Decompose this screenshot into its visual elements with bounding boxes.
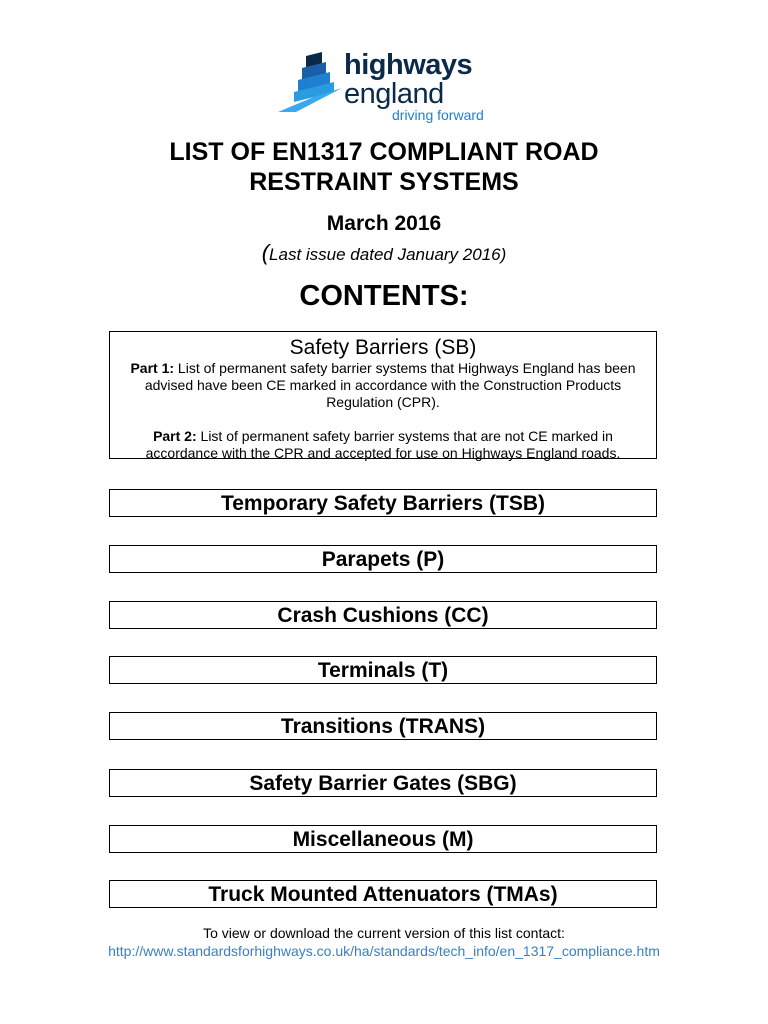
part1-description bbox=[110, 360, 656, 411]
section-temporary-safety-barriers[interactable]: Temporary Safety Barriers (TSB) bbox=[109, 489, 657, 517]
issue-date: March 2016 bbox=[326, 212, 442, 235]
section-terminals[interactable]: Terminals (T) bbox=[109, 656, 657, 684]
logo-mark-icon bbox=[276, 52, 342, 114]
page-title-line2: RESTRAINT SYSTEMS bbox=[249, 168, 519, 196]
last-issue-text: Last issue dated January 2016) bbox=[269, 245, 507, 264]
section-crash-cushions[interactable]: Crash Cushions (CC) bbox=[109, 601, 657, 629]
safety-barriers-title: Safety Barriers (SB) bbox=[289, 336, 477, 359]
part1-label: Part 1: bbox=[130, 360, 175, 376]
part1-text: List of permanent safety barrier systems that Highways England has been advised have been CE marked in accordance with the Construction Products Regulation (CPR). bbox=[144, 360, 636, 410]
safety-barriers-box[interactable] bbox=[109, 331, 657, 459]
section-parapets[interactable]: Parapets (P) bbox=[109, 545, 657, 573]
section-transitions[interactable]: Transitions (TRANS) bbox=[109, 712, 657, 740]
logo-text-highways: highways bbox=[344, 49, 473, 81]
section-truck-mounted-attenuators[interactable]: Truck Mounted Attenuators (TMAs) bbox=[109, 880, 657, 908]
page-title-line1: LIST OF EN1317 COMPLIANT ROAD bbox=[169, 138, 599, 166]
highways-england-logo bbox=[276, 50, 496, 122]
last-issue-note bbox=[0, 240, 768, 266]
part2-description bbox=[110, 428, 656, 462]
section-safety-barrier-gates[interactable]: Safety Barrier Gates (SBG) bbox=[109, 769, 657, 797]
part2-text: List of permanent safety barrier systems that are not CE marked in accordance with the CPR and accepted for use on Highways England roads. bbox=[145, 428, 621, 461]
footer-text: To view or download the current version of this list contact: bbox=[203, 925, 565, 941]
contents-heading: CONTENTS: bbox=[299, 280, 469, 312]
part2-label: Part 2: bbox=[153, 428, 197, 444]
logo-tagline: driving forward bbox=[392, 107, 484, 123]
footer-link[interactable]: http://www.standardsforhighways.co.uk/ha/standards/tech_info/en_1317_compliance.htm bbox=[108, 943, 660, 959]
section-miscellaneous[interactable]: Miscellaneous (M) bbox=[109, 825, 657, 853]
logo-text-england: england bbox=[344, 78, 444, 110]
last-issue-paren: ( bbox=[261, 240, 270, 265]
